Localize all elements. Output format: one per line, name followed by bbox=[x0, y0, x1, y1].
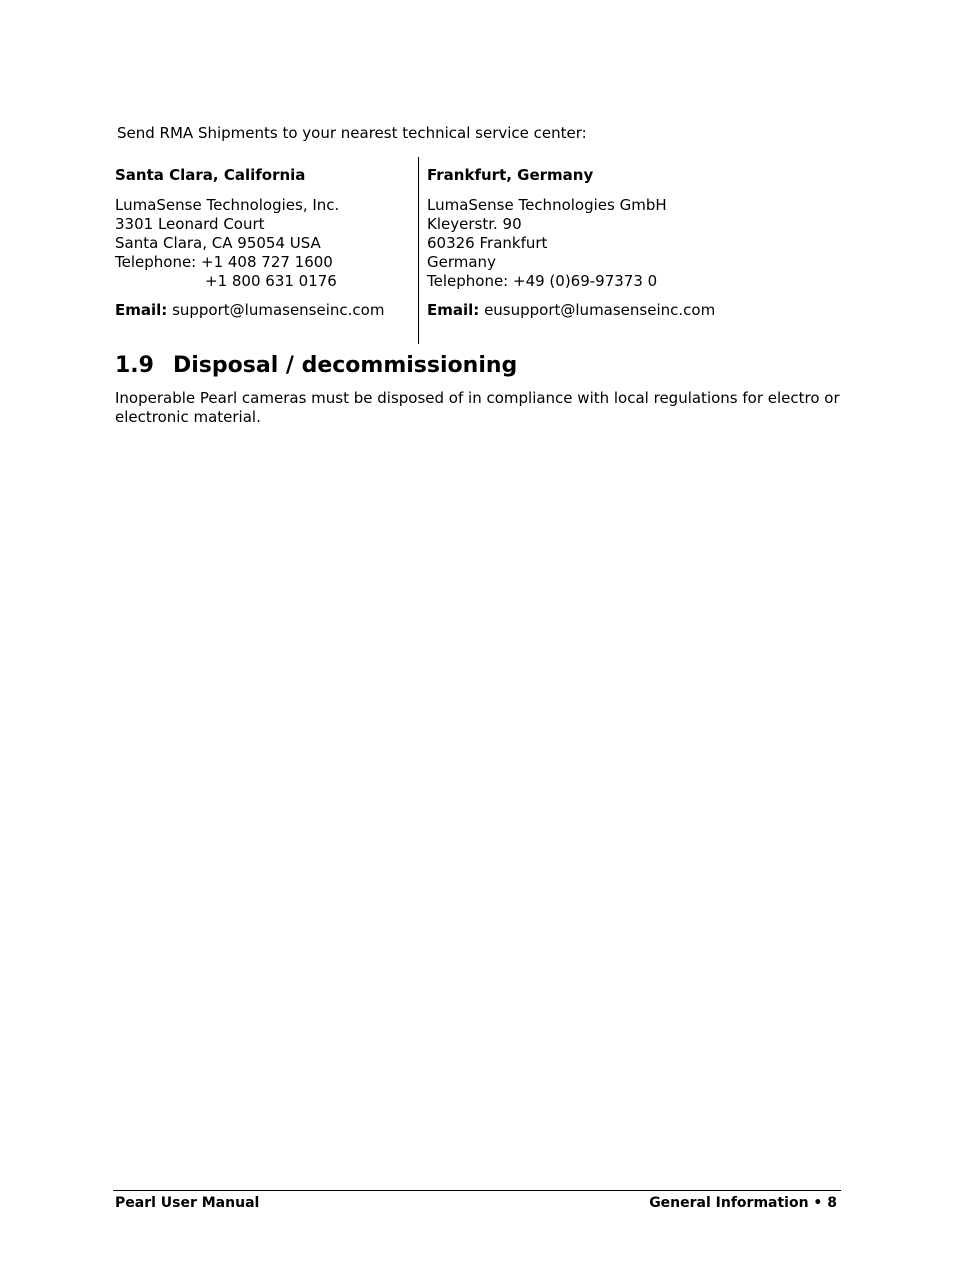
service-center-frankfurt bbox=[427, 166, 715, 320]
email-line bbox=[115, 301, 384, 320]
footer-page-info: General Information • 8 bbox=[649, 1195, 837, 1211]
email-line bbox=[427, 301, 715, 320]
footer-manual-title: Pearl User Manual bbox=[115, 1195, 260, 1211]
company-name: LumaSense Technologies, Inc. bbox=[115, 196, 340, 214]
city-address: Santa Clara, CA 95054 USA bbox=[115, 234, 321, 252]
section-body: Inoperable Pearl cameras must be disposed of in compliance with local regulations for electro or electronic material. bbox=[115, 389, 840, 426]
street-address: Kleyerstr. 90 bbox=[427, 215, 522, 233]
section-title: Disposal / decommissioning bbox=[173, 353, 518, 378]
email-address: support@lumasenseinc.com bbox=[172, 301, 385, 319]
service-center-santa-clara bbox=[115, 166, 384, 320]
company-name: LumaSense Technologies GmbH bbox=[427, 196, 667, 214]
section-heading bbox=[115, 352, 517, 380]
email-address: eusupport@lumasenseinc.com bbox=[484, 301, 716, 319]
intro-text: Send RMA Shipments to your nearest technical service center: bbox=[117, 124, 587, 142]
footer-rule bbox=[113, 1190, 841, 1191]
telephone: Telephone: +49 (0)69-97373 0 bbox=[427, 272, 658, 290]
center-heading: Frankfurt, Germany bbox=[427, 166, 594, 184]
center-heading: Santa Clara, California bbox=[115, 166, 306, 184]
column-divider bbox=[418, 157, 419, 344]
street-address: 3301 Leonard Court bbox=[115, 215, 265, 233]
email-label: Email: bbox=[115, 301, 168, 319]
city-address: 60326 Frankfurt bbox=[427, 234, 548, 252]
telephone: Telephone: +1 408 727 1600 bbox=[115, 253, 333, 271]
telephone-secondary: +1 800 631 0176 bbox=[205, 272, 337, 290]
country: Germany bbox=[427, 253, 496, 271]
email-label: Email: bbox=[427, 301, 480, 319]
section-number: 1.9 bbox=[115, 353, 154, 378]
